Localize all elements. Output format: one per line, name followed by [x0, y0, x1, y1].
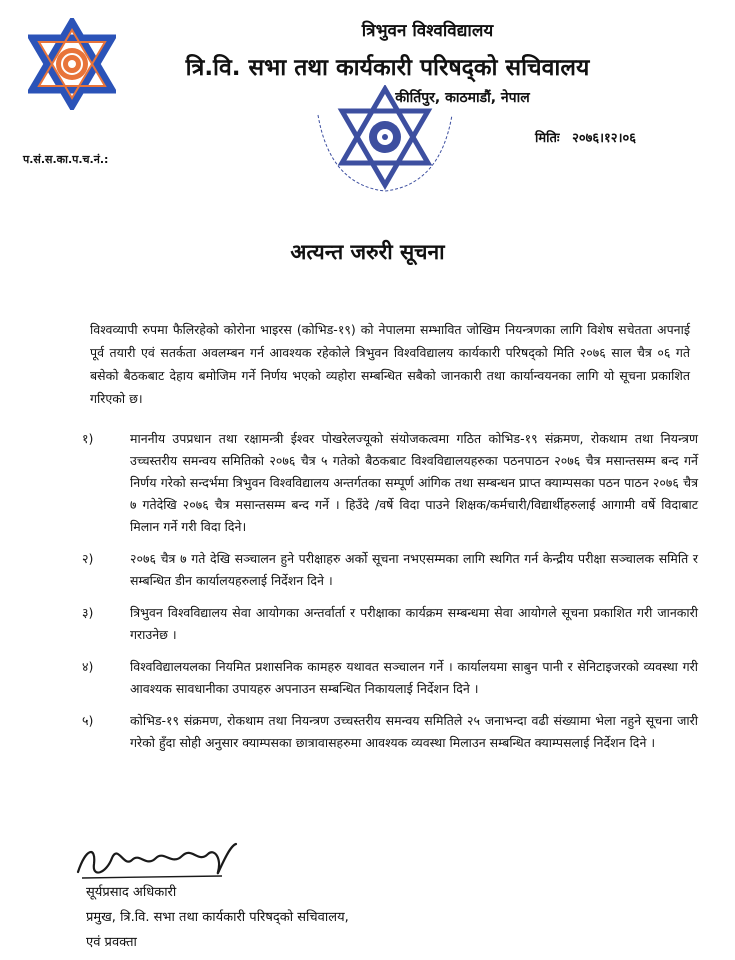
signatory-name: सूर्यप्रसाद अधिकारी	[86, 885, 177, 900]
item-number: ४)	[82, 659, 94, 674]
item-number: २)	[82, 551, 94, 566]
item-text: विश्वविद्यालयलका नियमित प्रशासनिक कामहरु यथावत सञ्चालन गर्ने । कार्यालयमा साबुन पानी र सेनिटाइजरको व्यवस्था गरी आवश्यक सावधानीका उपायहरु अपनाउन सम्बन्धित निकायलाई निर्देशन दिने ।	[130, 659, 698, 696]
signatory-position: प्रमुख, त्रि.वि. सभा तथा कार्यकारी परिषद्को सचिवालय,	[86, 910, 349, 925]
item-number: ३)	[82, 605, 94, 620]
list-item	[78, 428, 698, 538]
date-block	[535, 128, 636, 146]
date-label: मितिः	[535, 131, 560, 146]
intro-paragraph: विश्वव्यापी रुपमा फैलिरहेको कोरोना भाइरस (कोभिड-१९) को नेपालमा सम्भावित जोखिम नियन्त्रणका लागि विशेष सचेतता अपनाई पूर्व तयारी एवं सतर्कता अवलम्बन गर्न आवश्यक रहेकोले त्रिभुवन विश्वविद्यालय कार्यकारी परिषद्को मिति २०७६ साल चैत्र ०६ गते बसेको बैठकबाट देहाय बमोजिम गर्ने निर्णय भएको व्यहोरा सम्बन्धित सबैको जानकारी तथा कार्यान्वयनका लागि यो सूचना प्रकाशित गरिएको छ।	[90, 322, 690, 406]
handwritten-signature	[72, 838, 242, 886]
item-number: ५)	[82, 713, 94, 728]
notice-title: अत्यन्त जरुरी सूचना	[290, 240, 445, 264]
item-text: त्रिभुवन विश्वविद्यालय सेवा आयोगका अन्तर्वार्ता र परीक्षाका कार्यक्रम सम्बन्धमा सेवा आयोगले सूचना प्रकाशित गरी जानकारी गराउनेछ ।	[130, 605, 698, 642]
university-name: त्रिभुवन विश्वविद्यालय	[361, 21, 494, 41]
list-item	[78, 710, 698, 754]
item-number: १)	[82, 431, 94, 446]
decision-list	[78, 428, 698, 764]
list-item	[78, 602, 698, 646]
signatory-role: एवं प्रवक्ता	[86, 935, 137, 950]
date-value: २०७६।१२।०६	[572, 131, 637, 146]
office-seal-stamp	[310, 85, 460, 195]
list-item	[78, 656, 698, 700]
item-text: माननीय उपप्रधान तथा रक्षामन्त्री ईश्वर पोखरेलज्यूको संयोजकत्वमा गठित कोभिड-१९ संक्रमण, रोकथाम तथा नियन्त्रण उच्चस्तरीय समन्वय समितिको २०७६ चैत्र ५ गतेको बैठकबाट विश्वविद्यालयहरुका पठनपाठन २०७६ चैत्र मसान्तसम्म बन्द गर्ने निर्णय गरेको सन्दर्भमा त्रिभुवन विश्वविद्यालय अन्तर्गतका सम्पूर्ण आंगिक तथा सम्बन्धन प्राप्त क्याम्पसका पठन पाठन २०७६ चैत्र ७ गतेदेखि २०७६ चैत्र मसान्तसम्म बन्द गर्ने । हिउँदे /वर्षे विदा पाउने शिक्षक/कर्मचारी/विद्यार्थीहरुलाई आगामी वर्षे विदाबाट मिलान गर्ने गरी विदा दिने।	[130, 431, 698, 534]
office-address: कीर्तिपुर, काठमाडौं, नेपाल	[395, 90, 530, 106]
item-text: २०७६ चैत्र ७ गते देखि सञ्चालन हुने परीक्षाहरु अर्को सूचना नभएसम्मका लागि स्थगित गर्न केन्द्रीय परीक्षा सञ्चालक समिति र सम्बन्धित डीन कार्यालयहरुलाई निर्देशन दिने ।	[130, 551, 698, 588]
list-item	[78, 548, 698, 592]
signatory-block	[86, 880, 349, 955]
office-name: त्रि.वि. सभा तथा कार्यकारी परिषद्को सचिवालय	[185, 55, 590, 81]
reference-number-label: प.सं.स.का.प.च.नं.:	[23, 153, 109, 166]
item-text: कोभिड-१९ संक्रमण, रोकथाम तथा नियन्त्रण उच्चस्तरीय समन्वय समितिले २५ जनाभन्दा वढी संख्यामा भेला नहुने सूचना जारी गरेको हुँदा सोही अनुसार क्याम्पसका छात्रावासहरुमा आवश्यक व्यवस्था मिलाउन सम्बन्धित क्याम्पसलाई निर्देशन दिने ।	[130, 713, 698, 750]
